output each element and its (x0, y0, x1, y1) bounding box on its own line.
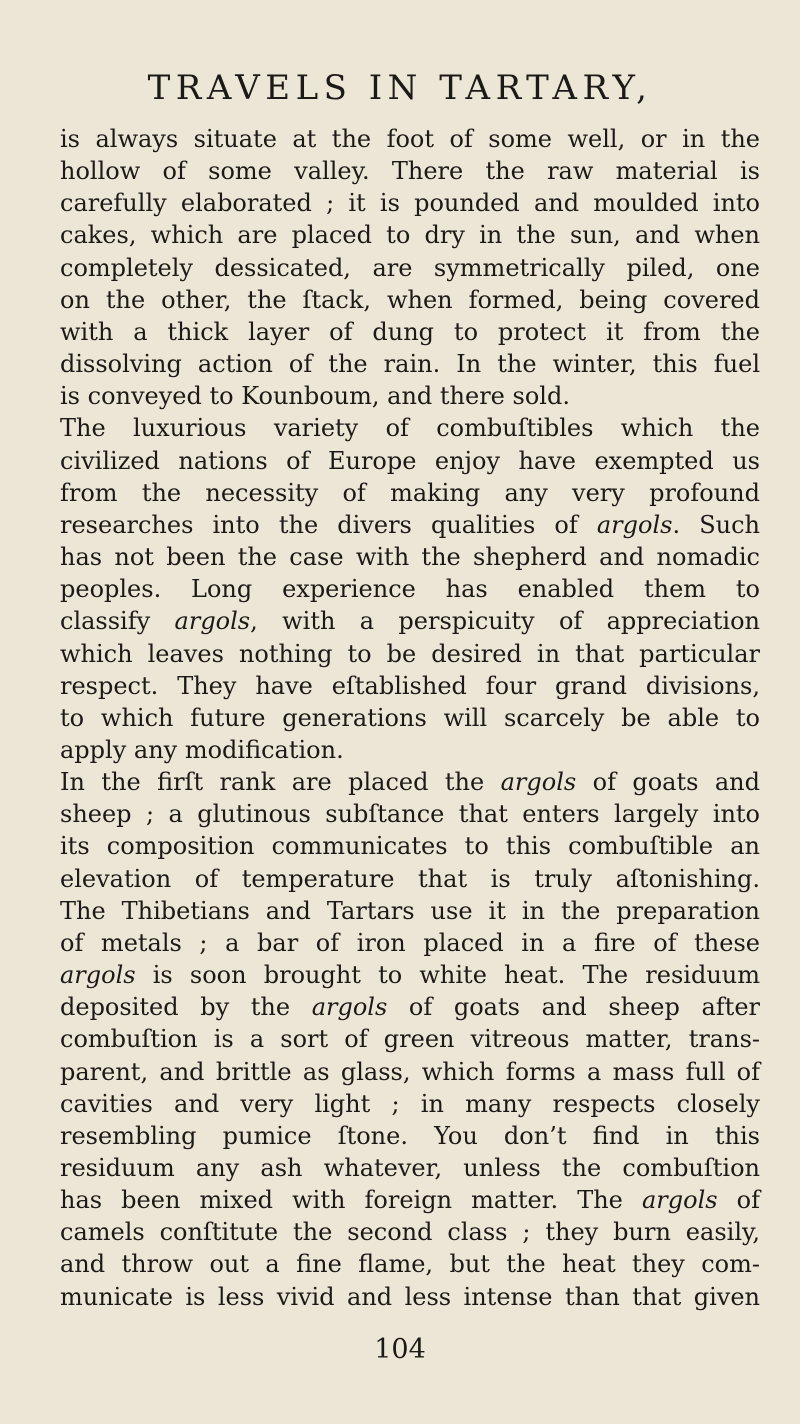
text-line: to which future generations will scarcely be able to (60, 703, 760, 732)
text-line: dissolving action of the rain. In the winter, this fuel (60, 350, 760, 379)
text-line: from the necessity of making any very profound (60, 478, 760, 507)
text-line: researches into the divers qualities of argols. Such (60, 510, 760, 539)
text-line: civilized nations of Europe enjoy have exempted us (60, 446, 760, 475)
text-line: cavities and very light ; in many respects closely (60, 1089, 760, 1118)
text-line: sheep ; a glutinous subſtance that enters largely into (60, 800, 760, 829)
text-line: has not been the case with the shepherd and nomadic (60, 543, 760, 572)
text-line: The luxurious variety of combuſtibles which the (60, 414, 760, 443)
text-line: municate is less vivid and less intense than that given (60, 1282, 760, 1311)
page-number: 104 (374, 1334, 426, 1365)
text-line: classify argols, with a perspicuity of appreciation (60, 607, 760, 636)
body-text (60, 123, 760, 1313)
text-line: apply any modification. (60, 735, 344, 764)
running-title: TRAVELS IN TARTARY, (147, 68, 653, 108)
text-line: residuum any ash whatever, unless the combuſtion (60, 1154, 760, 1182)
text-line: argols is soon brought to white heat. The residuum (60, 961, 760, 990)
text-line: In the firſt rank are placed the argols of goats and (60, 768, 760, 797)
text-line: is conveyed to Kounboum, and there sold. (60, 382, 570, 411)
text-line: is always situate at the foot of some well, or in the (60, 125, 760, 153)
text-line: which leaves nothing to be desired in that particular (60, 639, 760, 668)
text-line: cakes, which are placed to dry in the sun, and when (60, 221, 760, 250)
text-line: and throw out a fine flame, but the heat they com- (60, 1250, 760, 1279)
text-line: deposited by the argols of goats and sheep after (60, 993, 760, 1022)
text-line: hollow of some valley. There the raw material is (60, 157, 760, 186)
text-line: elevation of temperature that is truly aſtonishing. (60, 864, 760, 893)
text-line: peoples. Long experience has enabled them to (60, 575, 760, 604)
text-line: on the other, the ſtack, when formed, being covered (60, 285, 760, 314)
text-line: respect. They have eſtablished four grand divisions, (60, 671, 760, 700)
text-line: resembling pumice ſtone. You don’t find in this (60, 1121, 760, 1150)
text-line: its composition communicates to this combuſtible an (60, 832, 760, 861)
text-line: parent, and brittle as glass, which forms a mass full of (60, 1057, 760, 1086)
text-line: has been mixed with foreign matter. The argols of (60, 1186, 760, 1215)
text-line: completely dessicated, are symmetrically piled, one (60, 253, 760, 282)
text-line: The Thibetians and Tartars use it in the preparation (60, 896, 760, 925)
text-line: with a thick layer of dung to protect it from the (60, 317, 760, 346)
text-line: camels conſtitute the second class ; they burn easily, (60, 1218, 760, 1247)
text-line: combuſtion is a sort of green vitreous matter, trans- (60, 1025, 760, 1054)
text-line: of metals ; a bar of iron placed in a fire of these (60, 928, 760, 957)
text-line: carefully elaborated ; it is pounded and moulded into (60, 189, 760, 218)
